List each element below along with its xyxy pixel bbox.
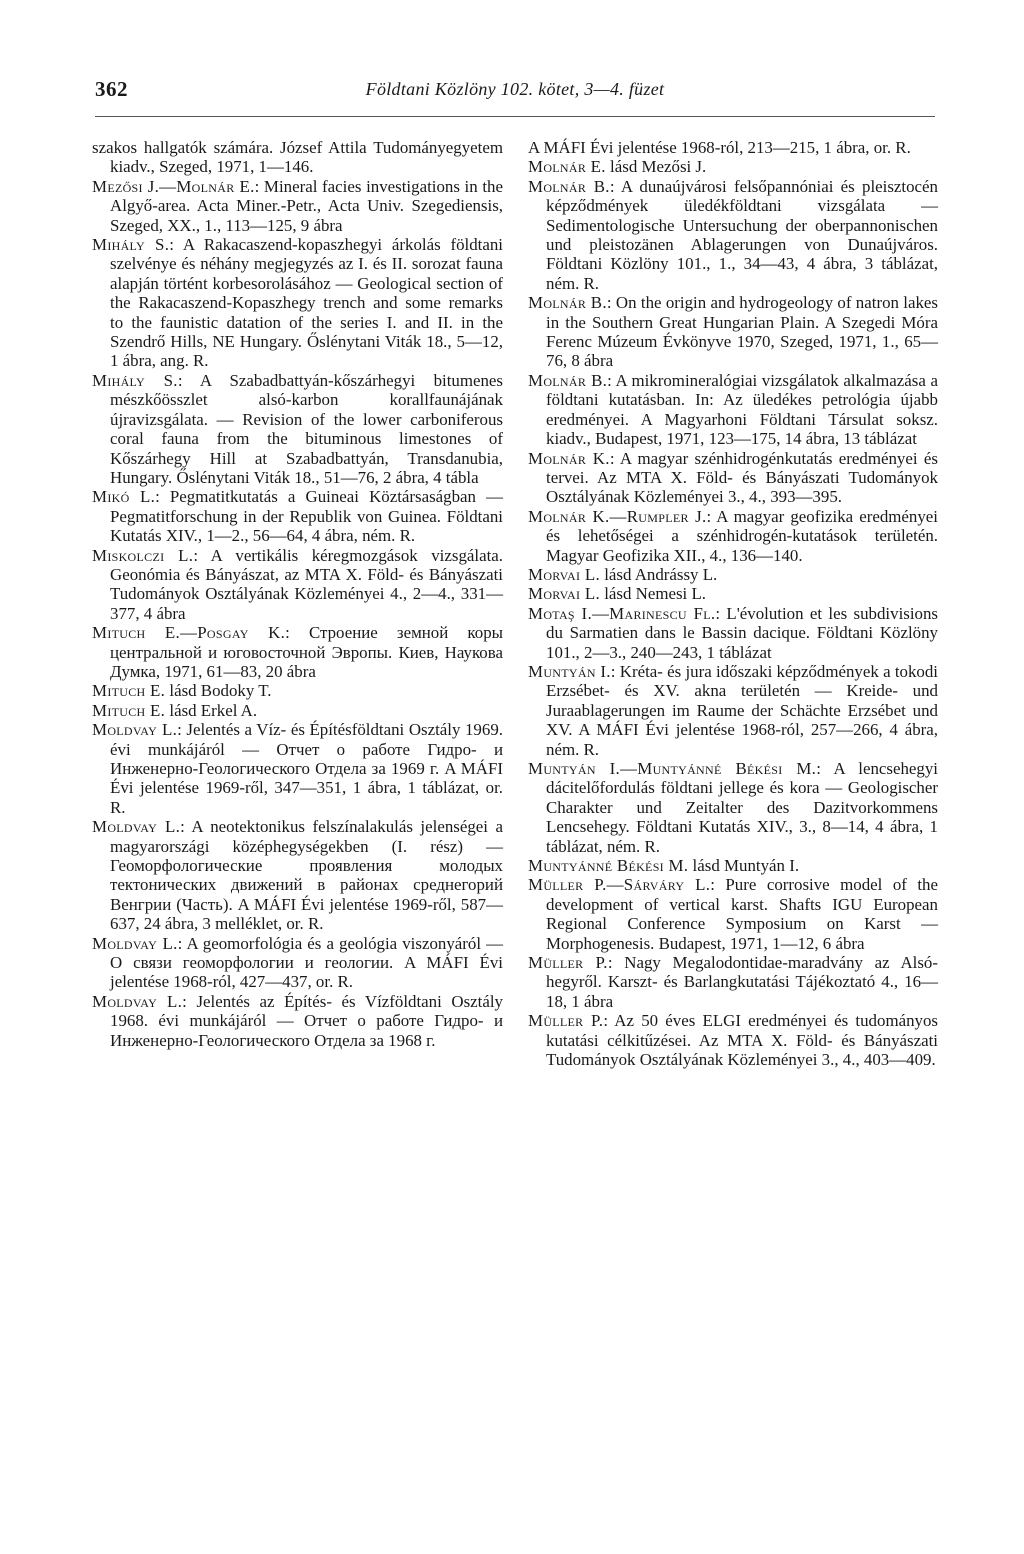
entry-text: : Kréta- és jura időszaki képződmények a tokodi Erzsébet- és XV. akna területén — Kreide- und Juraablagerungen im Raume der Schächte Erzsébet und XV. A MÁFI Évi jelentése 1968-ról, 257—266, 4 ábra, ném. R. [546, 661, 938, 759]
bibliography-entry [92, 681, 503, 700]
entry-author: Molnár B. [528, 370, 608, 390]
left-column [92, 138, 503, 1050]
entry-text: : Az 50 éves ELGI eredményei és tudományos kutatási célkitűzései. Az MTA X. Föld- és Bányászati Tudományok Osztályának Közleményei 3., 4., 403—409. [546, 1011, 938, 1070]
entry-text: : Строение земной коры центральной и юговосточной Эвропы. Киев, Наукова Думка, 1971, 61—83, 20 ábra [110, 623, 503, 681]
bibliography-entry [528, 157, 938, 176]
entry-author: Müller P.—Sárváry L. [528, 875, 711, 895]
entry-author: Miskolczi L. [92, 545, 194, 565]
bibliography-entry [528, 584, 938, 603]
entry-text: : A mikromineralógiai vizsgálatok alkalmazása a földtani kutatásban. In: Az üledékes petrológia újabb eredményei. A Magyarhoni Földtani Társulat soksz. kiadv., Budapest, 1971, 123—175, 14 ábra, 13 táblázat [546, 370, 938, 449]
bibliography-entry [528, 875, 938, 953]
bibliography-entry [92, 177, 503, 235]
bibliography-entry [528, 662, 938, 759]
bibliography-entry [528, 293, 938, 371]
entry-text: : A Szabadbattyán-kőszárhegyi bitumenes mészkőösszlet alsó-karbon korallfaunájának újravizsgálata. — Revision of the lower carboniferous coral fauna from the bituminous limestones of Kőszárhegy Hill at Szabadbattyán, Transdanubia, Hungary. Őslénytani Viták 18., 51—76, 2 ábra, 4 tábla [110, 370, 504, 487]
entry-text: : A lencsehegyi dácitelőfordulás földtani jellege és kora — Geologischer Charakter und Zeitalter des Dazitvorkommens Lencsehegy. Földtani Kutatás XIV., 3., 8—14, 4 ábra, 1 táblázat, ném. R. [546, 759, 938, 856]
entry-author: Moldvay L. [92, 720, 178, 740]
entry-author: Moldvay L. [92, 817, 181, 837]
bibliography-entry [528, 759, 938, 856]
bibliography-entry [92, 546, 503, 624]
bibliography-entry [92, 817, 503, 933]
entry-text: : A Rakacaszend-kopaszhegyi árkolás földtani szelvénye és néhány megjegyzés az I. és II. sorozat fauna alapján történt korbesorolásához — Geological section of the Rakacaszend-Kopaszhegy trench and some remarks to the faunistic datation of the series I. and II. in the Szendrő Hills, NE Hungary. Őslénytani Viták 18., 5—12, 1 ábra, ang. R. [110, 235, 504, 371]
bibliography-entry [528, 507, 938, 565]
page-header [95, 77, 935, 107]
entry-text: lásd Erkel A. [165, 700, 258, 720]
entry-text: : Nagy Megalodontidae-maradvány az Alsó-hegyről. Karszt- és Barlangkutatási Tájékoztató 4., 16—18, 1 ábra [546, 953, 938, 1011]
bibliography-entry [92, 720, 503, 817]
bibliography-entry [92, 701, 503, 720]
entry-text: lásd Mezősi J. [605, 157, 707, 177]
bibliography-entry [92, 138, 503, 177]
entry-author: Molnár B. [528, 293, 607, 313]
entry-text: : Jelentés a Víz- és Építésföldtani Osztály 1969. évi munkájáról — Отчет о работе Гидро- и Инженерно-Геологического Отдела за 1969 г. A MÁFI Évi jelentése 1969-ről, 347—351, 1 ábra, 1 táblázat, or. R. [110, 720, 503, 817]
entry-text: : Mineral facies investigations in the Algyő-area. Acta Miner.-Petr., Acta Univ. Szegediensis, Szeged, XX., 1., 113—125, 9 ábra [110, 176, 503, 235]
entry-author: Müller P. [528, 953, 608, 973]
bibliography-entry [528, 371, 938, 449]
entry-author: Mikó L. [92, 487, 156, 507]
entry-text: lásd Andrássy L. [599, 564, 718, 584]
entry-author: Mihály S. [92, 370, 178, 390]
right-column [528, 138, 938, 1070]
bibliography-entry [92, 934, 503, 992]
entry-text: : A vertikális kéregmozgások vizsgálata. Geonómia és Bányászat, az MTA X. Föld- és Bányászati Tudományok Osztályának Közleményei 4., 2—4., 331—377, 4 ábra [110, 545, 503, 623]
entry-author: Muntyán I. [528, 661, 611, 681]
entry-author: Mihály S. [92, 235, 170, 255]
entry-author: Mituch E. [92, 681, 166, 701]
bibliography-entry [92, 235, 503, 371]
entry-text: lásd Nemesi L. [599, 584, 706, 604]
entry-text: : A neotektonikus felszínalakulás jelenségei a magyarországi középhegységekben (I. rész) — Геоморфологические проявления молодых тектонических движений в районах среднегорий Венгрии (Часть). A MÁFI Évi jelentése 1969-ről, 587—637, 24 ábra, 3 melléklet, or. R. [110, 817, 504, 934]
bibliography-entry [528, 138, 938, 157]
entry-text: : Jelentés az Építés- és Vízföldtani Osztály 1968. évi munkájáról — Отчет о работе Гидро- и Инженерно-Геологического Отдела за 1968 г. [110, 991, 503, 1050]
entry-author: Mituch E.—Posgay K. [92, 623, 286, 643]
bibliography-entry [528, 565, 938, 584]
page-number: 362 [95, 77, 128, 101]
bibliography-entry [528, 1011, 938, 1069]
entry-text: : Pegmatitkutatás a Guineai Köztársaságban — Pegmatitforschung in der Republik von Guinea. Földtani Kutatás XIV., 1—2., 56—64, 4 ábra, ném. R. [110, 487, 503, 546]
entry-author: Molnár B. [528, 176, 610, 196]
entry-text: : Pure corrosive model of the development of vertical karst. Shafts IGU European Regional Conference Symposium on Karst — Morphogenesis. Budapest, 1971, 1—12, 6 ábra [546, 875, 938, 953]
entry-author: Mituch E. [92, 700, 166, 720]
bibliography-entry [92, 487, 503, 545]
bibliography-entry [92, 623, 503, 681]
entry-text: lásd Bodoky T. [165, 681, 272, 701]
header-rule [95, 116, 935, 117]
bibliography-entry [92, 992, 503, 1050]
entry-author: Moldvay L. [92, 991, 183, 1011]
entry-author: Morvai L. [528, 584, 600, 604]
entry-author: Molnár K. [528, 448, 610, 468]
entry-text: : A magyar geofizika eredményei és lehetőségei a szénhidrogén-kutatások területén. Magyar Geofizika XII., 4., 136—140. [546, 506, 938, 565]
entry-text: A MÁFI Évi jelentése 1968-ról, 213—215, 1 ábra, or. R. [528, 138, 911, 157]
entry-text: szakos hallgatók számára. József Attila Tudományegyetem kiadv., Szeged, 1971, 1—146. [92, 138, 503, 177]
bibliography-entry [528, 856, 938, 875]
entry-author: Molnár K.—Rumpler J. [528, 506, 707, 526]
entry-text: : L'évolution et les subdivisions du Sarmatien dans le Bassin dacique. Földtani Közlöny 101., 2—3., 240—243, 1 táblázat [546, 603, 938, 662]
entry-text: : A geomorfológia és a geológia viszonyáról — О связи геоморфологии и геологии. A MÁFI Évi jelentése 1968-ról, 427—437, or. R. [110, 933, 503, 992]
entry-author: Morvai L. [528, 564, 600, 584]
bibliography-entry [528, 604, 938, 662]
bibliography-entry [528, 449, 938, 507]
entry-author: Molnár E. [528, 157, 606, 177]
entry-text: lásd Muntyán I. [688, 856, 800, 876]
entry-author: Muntyánné Békési M. [528, 856, 689, 876]
entry-text: : A magyar szénhidrogénkutatás eredményei és tervei. Az MTA X. Föld- és Bányászati Tudományok Osztályának Közleményei 3., 4., 393—395. [546, 448, 938, 507]
entry-author: Motaş I.—Marinescu Fl. [528, 603, 716, 623]
entry-author: Muntyán I.—Muntyánné Békési M. [528, 759, 817, 778]
bibliography-entry [528, 177, 938, 293]
bibliography-entry [528, 953, 938, 1011]
entry-text: : A dunaújvárosi felsőpannóniai és pleisztocén képződmények üledékföldtani vizsgálata — Sedimentologische Untersuchung der oberpannonischen und pleistozänen Ablagerungen von Dunaújváros. Földtani Közlöny 101., 1., 34—43, 4 ábra, 3 táblázat, ném. R. [546, 176, 938, 293]
entry-author: Mezősi J.—Molnár E. [92, 176, 255, 196]
running-title: Földtani Közlöny 102. kötet, 3—4. füzet [365, 79, 665, 99]
entry-author: Müller P. [528, 1011, 604, 1031]
entry-author: Moldvay L. [92, 933, 178, 953]
entry-text: : On the origin and hydrogeology of natron lakes in the Southern Great Hungarian Plain. A Szegedi Móra Ferenc Múzeum Évkönyve 1970, Szeged, 1971, 1., 65—76, 8 ábra [546, 293, 938, 371]
bibliography-entry [92, 371, 503, 487]
